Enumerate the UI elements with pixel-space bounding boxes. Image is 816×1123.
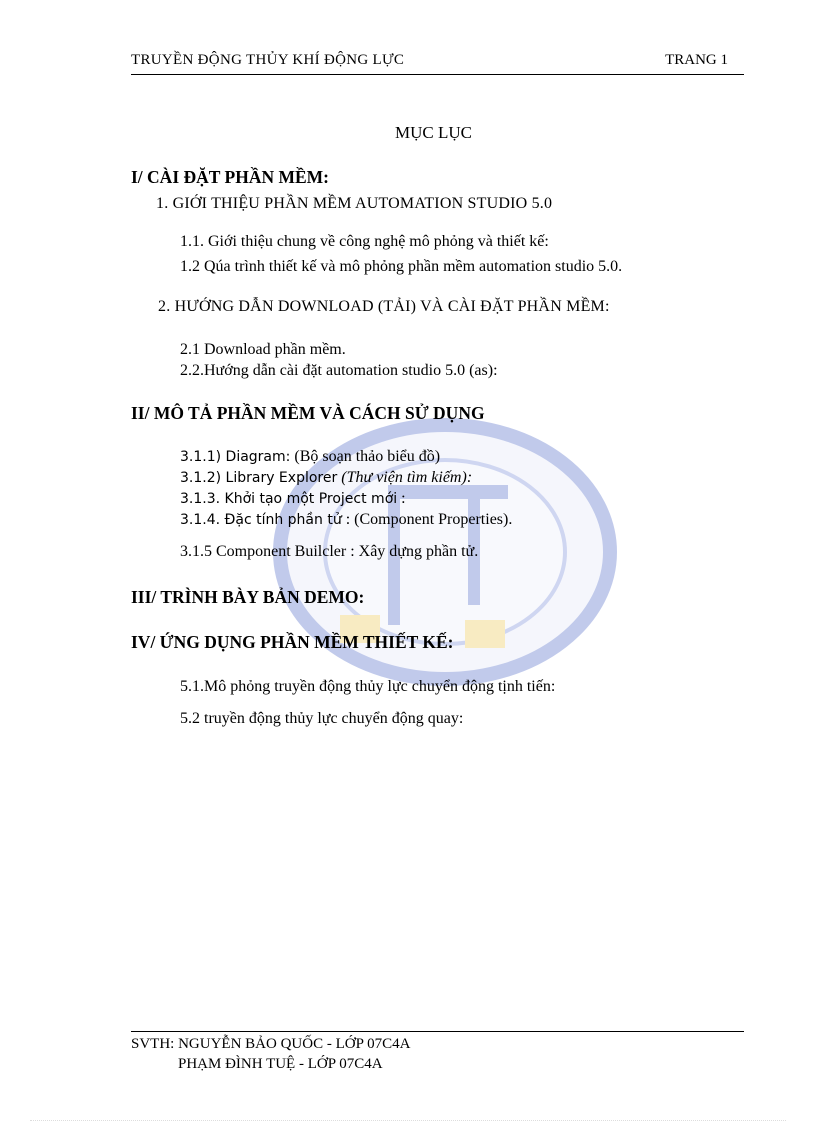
toc-item-2-1: 2.1 Download phần mềm. [180,341,346,358]
item-text: : [401,490,406,507]
toc-item-3-1-2 [180,469,472,487]
toc-item-1-1: 1.1. Giới thiệu chung về công nghệ mô phỏng và thiết kế: [180,233,549,250]
page-number: TRANG 1 [665,52,728,68]
footer-student-1: SVTH: NGUYỄN BẢO QUỐC - LỚP 07C4A [131,1036,411,1052]
section-1-heading: I/ CÀI ĐẶT PHẦN MỀM: [131,167,330,187]
toc-title: MỤC LỤC [395,123,472,142]
toc-item-3-1-4 [180,511,512,529]
toc-item-1-2: 1.2 Qúa trình thiết kế và mô phỏng phần mềm automation studio 5.0. [180,258,623,275]
item-text: : Xây dựng phần tử. [350,543,479,560]
item-text: (Bộ soạn thảo biểu đồ) [294,448,441,465]
section-4-heading: IV/ ỨNG DỤNG PHẦN MỀM THIẾT KẾ: [131,632,454,652]
item-number: 3.1.3. Khởi tạo một Project mới [180,491,398,507]
toc-item-3-1-1 [180,448,440,466]
page-bottom-border [30,1120,786,1121]
toc-item-2-2: 2.2.Hướng dẫn cài đặt automation studio 5.0 (as): [180,362,498,379]
toc-item-3-1-5 [180,543,478,561]
section-3-heading: III/ TRÌNH BÀY BẢN DEMO: [131,587,365,607]
header-title: TRUYỀN ĐỘNG THỦY KHÍ ĐỘNG LỰC [131,52,405,68]
item-number: 3.1.2) Library Explorer [180,470,338,486]
toc-item-5-2: 5.2 truyền động thủy lực chuyển động quay: [180,710,464,727]
item-number: 3.1.1) Diagram: [180,449,291,465]
page-footer [131,1031,744,1072]
item-number: 3.1.5 Component Builcler [180,543,347,560]
toc-item-5-1: 5.1.Mô phỏng truyền động thủy lực chuyển động tịnh tiến: [180,678,556,695]
item-number: 3.1.4. Đặc tính phần tử [180,512,342,528]
item-text: (Thư viện tìm kiếm): [341,469,473,486]
toc-item-3-1-3 [180,490,406,508]
section-1-1-heading: 1. GIỚI THIỆU PHẦN MỀM AUTOMATION STUDIO 5.0 [156,195,553,212]
section-1-2-heading: 2. HƯỚNG DẪN DOWNLOAD (TẢI) VÀ CÀI ĐẶT PHẦN MỀM: [158,298,610,315]
section-2-heading: II/ MÔ TẢ PHẦN MỀM VÀ CÁCH SỬ DỤNG [131,403,485,423]
item-text: : (Component Properties). [345,511,513,528]
footer-student-2: PHẠM ĐÌNH TUỆ - LỚP 07C4A [178,1056,383,1072]
